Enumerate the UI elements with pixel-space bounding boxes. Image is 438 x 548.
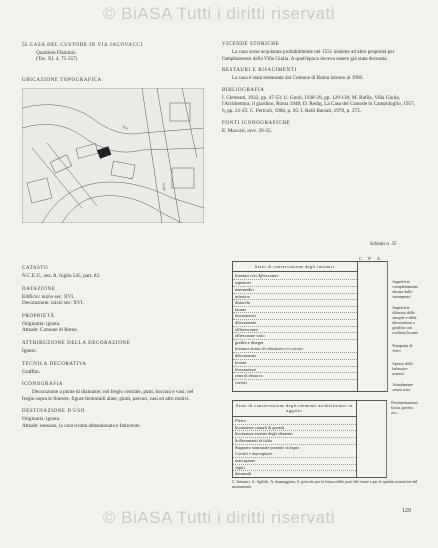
table-row [233,464,356,471]
table-row [233,424,356,431]
label-vicende: VICENDE STORICHE [222,42,280,47]
table-row [233,352,357,359]
table-row-label: zone di distacco [235,373,263,379]
table-group-2: Pietra [235,417,246,423]
tecnica-text: Graffito. [22,368,40,375]
table-row-label: affrescature sotto [235,333,265,339]
note-3: Parapetto di ferro [392,343,413,353]
table-row-label: fessurazioni [235,366,256,372]
table-row [233,437,356,444]
scheda-number: Scheda n. 35 [370,241,397,247]
table-row [233,339,357,346]
table-row [233,279,357,286]
entry-header: 55. CASA DEL CUSTODE IN VIA JACOVACCI Quartiere Flaminio (Tav. XI, 4, 75-357) [22,42,202,63]
table-row [233,286,357,293]
table-header-2: Stato di conservazione degli elementi architettonici in aggetto [233,401,356,417]
table-row [233,457,356,464]
svg-text:Viale: Viale [161,182,168,192]
table-row-label: intermedio [235,287,254,292]
vicende-text: La casa sorse acquistata probabilmente nel 1551 insieme ad altre proprietà per l'ampliamento della Villa Giulia. A quell'epoca doveva essere già stata decorata. [222,49,395,62]
label-datazione: DATAZIONE [22,286,56,292]
label-iconografia: ICONOGRAFIA [22,382,64,388]
table-row [233,359,357,366]
iconografia-text: Decorazione a punte di diamante; nel fregio centrale, putti, bucrani e vasi; nel fregio sopra le finestre, figure femminili alate, girali, pavoni, vasi ed altri motivi. [22,389,194,402]
restauri-text: La casa è stata restaurata dal Comune di Roma intorno al 1960. [232,75,364,82]
entry-quarter: Quartiere Flaminio [36,49,76,56]
destinazione-attuale: Attuale: nessuna, la casa risulta abbandonata e fatiscente. [22,422,141,429]
note-4: Spesso delle balaustre assenti [392,361,414,376]
datazione-edificio: Edificio: inizio sec. XVI. [22,293,75,300]
table-row-label: davanzali [235,471,252,477]
table-row-label: superiore [235,280,251,286]
note-1: Superficie completamente abrasa dalle intemperie [392,279,419,299]
table-row [233,470,356,477]
table-section-elementi [232,400,357,478]
table-notes-1 [388,261,418,392]
table-row-label: graffiti e disegni [235,339,264,345]
fonti-text: E. Maccari, tavv. 26-32. [222,127,272,134]
table-row [233,379,357,386]
conservation-table [232,256,418,490]
label-attribuzione: ATTRIBUZIONE DELLA DECORAZIONE [22,340,131,346]
svg-text:Via: Via [121,124,129,131]
table-row [233,332,357,339]
note-6: Pavimentazione liscia, pavim. ecc. [391,400,418,415]
location-map [22,88,204,223]
col-header-a: A [376,256,381,261]
table-row-label: lacune [235,306,247,312]
table-row-label: cornici [235,379,247,385]
table-row-label: distacchi [235,300,251,306]
label-tecnica: TECNICA DECORATIVA [22,361,87,367]
label-restauri: RESTAURI E RIFACIMENTI [222,68,297,74]
col-header-c: C [358,256,362,261]
col-header-p: P [368,256,371,261]
table-row-label: efflorescenze [235,326,258,332]
table-row [233,444,356,451]
table-row [233,306,357,313]
label-destinazione: DESTINAZIONE D'USO [22,409,85,415]
table-section-intonaci [232,261,358,392]
proprieta-originaria: Originaria: ignota. [22,320,61,327]
label-ubicazione: UBICAZIONE TOPOGRAFICA [22,78,102,83]
table-row [233,319,357,326]
entry-ref: (Tav. XI, 4, 75-357) [36,56,78,63]
destinazione-originaria: Originaria: ignota. [22,416,61,423]
entry-number: 55 [22,42,28,48]
table-row [233,366,357,373]
table-row-label: dilavamento [235,319,257,325]
page-number: 129 [402,508,411,514]
catasto-text: N.C.E.U., sez. A, foglio 545, part. 83. [22,273,101,279]
table-row [233,312,357,319]
note-5: Attualmente senza tetto [392,382,414,392]
watermark-top: © BiASA Tutti i diritti riservati [102,4,336,23]
table-group-2b: Cornici e marcapiani [235,451,272,457]
label-bibliografia: BIBLIOGRAFIA [222,87,265,93]
label-catasto: CATASTO [22,266,49,271]
table-row [233,293,357,300]
table-row-label: Supporto strutturale portante in legno [235,444,300,450]
label-proprieta: PROPRIETÀ [22,313,55,319]
table-row [233,430,356,437]
proprieta-attuale: Attuale: Comune di Roma. [22,327,78,334]
table-row-label: marcapiano [235,458,256,464]
table-row-label: Incrinature casuali di gronda [235,424,285,430]
table-row-label: Sollevamenti di falda [235,438,272,443]
table-row [233,326,357,333]
table-row-label: inferiore [235,293,250,299]
label-fonti: FONTI ICONOGRAFICHE [222,120,291,126]
table-header-1: Stato di conservazione degli intonaci [233,262,357,272]
note-2: Superficie dilavata delle sinopie e delle decorazioni a graffito con evidenti lacune [392,305,418,335]
table-row-label: fessurazioni [235,313,256,319]
watermark-bottom: © BiASA Tutti i diritti riservati [102,508,336,527]
table-row-label: stipiti [235,464,245,470]
bibliografia-text: I. Clementi, 1932, pp. 47-53; U. Gnoli, 1938-39, pp. 129-130; M. Bafile, Villa Giulia, l'Architettura, il giardino, Roma 1948; D. Redig, La Casa del Custode in Campidoglio, 1957, 6, pp. 21-25; C. Pericoli, 1960, p. 95; I. Belli Barsali, 1970, p. 373. [222,94,415,114]
table-row [233,299,357,306]
table-row-label: Incrinature esterne degli elementi [235,431,293,437]
table-row [233,372,357,379]
attribuzione-text: Ignoto. [22,347,37,354]
table-group-1b: Intonaci dotati di coloritura e/o cornici [235,346,303,352]
table-footnote: C: Intonaci. A: Agibile, A: danneggiato, S: pericolo per la lettura delle parti del fronte e per le qualità costruttive del monumento. [232,478,418,489]
left-column-bottom [22,266,194,430]
right-column-top [222,42,418,140]
table-row-label: lesioni [235,359,247,365]
table-row-label: dilavamento [235,353,257,359]
entry-title: CASA DEL CUSTODE IN VIA JACOVACCI [29,43,143,48]
datazione-decorazione: Decorazione: inizio sec. XVI. [22,300,84,307]
table-group-1: Intonaci con Affrescature [235,273,279,279]
